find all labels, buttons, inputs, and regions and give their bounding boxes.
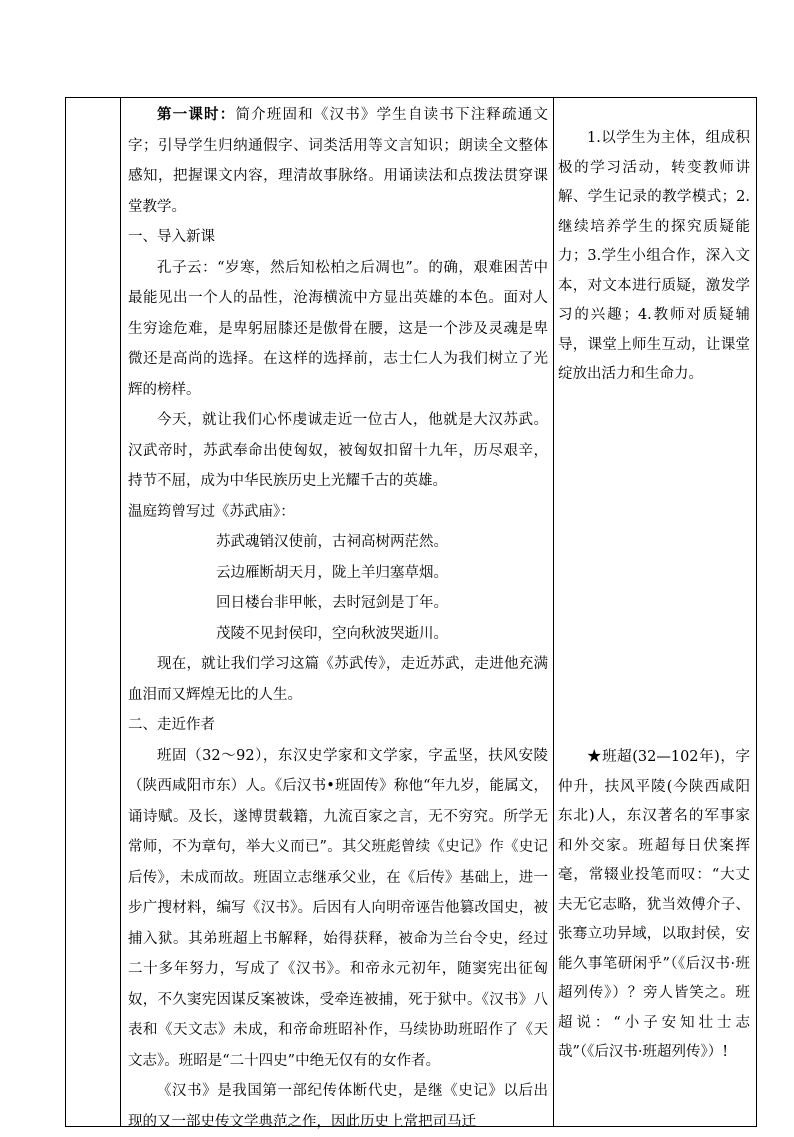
poem-line: 回日楼台非甲帐，去时冠剑是丁年。 xyxy=(216,595,448,611)
column-divider-right xyxy=(553,98,554,1126)
column-divider-left xyxy=(120,98,121,1126)
paragraph: 班固（32～92），东汉史学家和文学家，字孟坚，扶风安陵（陕西咸阳市东）人。《后汉书•班固传》称他“年九岁，能属文，诵诗赋。及长，遂博贯载籍，九流百家之言，无不穷究。所学无常师，不为章句，举大义而已”。其父班彪曾续《史记》作《史记后传》，未成而故。班固立志继承父业，在《后传》基础上，进一步广搜材料，编写《汉书》。后因有人向明帝诬告他篡改国史，被捕入狱。其弟班超上书解释，始得获释，被命为兰台令史，经过二十多年努力，写成了《汉书》。和帝永元初年，随窦宪出征匈奴，不久窦宪因谋反案被诛，受牵连被捕，死于狱中。《汉书》八表和《天文志》未成，和帝命班昭补作，马续协助班昭作了《天文志》。班昭是“二十四史”中绝无仅有的女作者。 xyxy=(128,747,548,1069)
lesson-intro xyxy=(128,98,548,222)
lesson-intro-text: 简介班固和《汉书》学生自读书下注释疏通文字；引导学生归纳通假字、词类活用等文言知识；朗读全文整体感知，把握课文内容，理清故事脉络。用诵读法和点拨法贯穿课堂教学。 xyxy=(128,107,548,215)
paragraph: 今天，就让我们心怀虔诚走近一位古人，他就是大汉苏武。汉武帝时，苏武奉命出使匈奴，被匈奴扣留十九年，历尽艰辛，持节不屈，成为中华民族历史上光耀千古的英雄。 xyxy=(128,412,548,489)
poem-line: 云边雁断胡天月，陇上羊归塞草烟。 xyxy=(216,564,448,581)
paragraph: 《汉书》是我国第一部纪传体断代史，是继《史记》以后出现的又一部史传文学典范之作，因此历史上常把司马迁 xyxy=(128,1083,548,1130)
ban-chao-text: ★班超(32—102年)，字仲升，扶风平陵(今陕西咸阳东北)人，东汉著名的军事家和外交家。班超每日伏案挥毫，常辍业投笔而叹：“大丈夫无它志略，犹当效傅介子、张骞立功异域，以取封侯，安能久事笔研闲乎”（《后汉书·班超列传》）？旁人皆笑之。班超说：“小子安知壮士志哉”（《后汉书·班超列传》）! xyxy=(558,749,750,1060)
poem-intro: 温庭筠曾写过《苏武庙》： xyxy=(128,503,295,520)
lesson-content-column xyxy=(128,98,548,1137)
lesson-intro-label: 第一课时： xyxy=(157,106,236,123)
design-intent-text: 1.以学生为主体，组成积极的学习活动，转变教师讲解、学生记录的教学模式；2.继续培养学生的探究质疑能力；3.学生小组合作，深入文本，对文本进行质疑，激发学习的兴趣；4.教师对质疑辅导，课堂上师生互动，让课堂绽放出活力和生命力。 xyxy=(558,130,750,382)
poem-line: 茂陵不见封侯印，空向秋波哭逝川。 xyxy=(216,625,448,642)
section-heading-intro: 一、导入新课 xyxy=(128,229,215,245)
paragraph: 现在，就让我们学习这篇《苏武传》，走近苏武，走进他充满血泪而又辉煌无比的人生。 xyxy=(128,656,548,703)
section-heading-author: 二、走近作者 xyxy=(128,717,215,733)
poem-line: 苏武魂销汉使前，古祠高树两茫然。 xyxy=(216,534,448,550)
ban-chao-note xyxy=(558,743,750,1068)
design-intent-note xyxy=(558,124,750,390)
paragraph: 孔子云：“岁寒，然后知松柏之后凋也”。的确，艰难困苦中最能见出一个人的品性，沧海横流中方显出英雄的本色。面对人生穷途危难，是卑躬屈膝还是傲骨在腰，这是一个涉及灵魂是卑微还是高尚的选择。在这样的选择前，志士仁人为我们树立了光辉的榜样。 xyxy=(128,259,548,398)
lesson-table xyxy=(65,97,757,1130)
